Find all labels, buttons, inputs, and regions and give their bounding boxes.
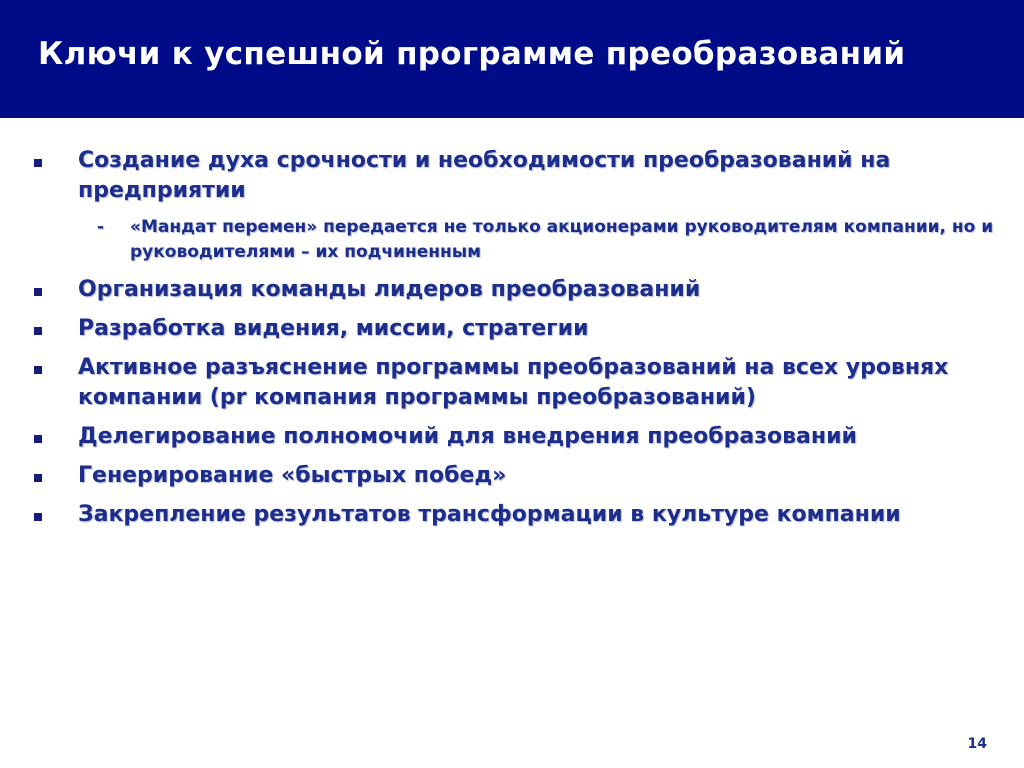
slide-title: Ключи к успешной программе преобразований bbox=[38, 36, 906, 72]
bullet-text: Создание духа срочности и необходимости преобразований на предприятии bbox=[78, 148, 891, 203]
bullet-item bbox=[34, 500, 994, 530]
bullet-text: Генерирование «быстрых побед» bbox=[78, 463, 507, 488]
dash-bullet-icon: - bbox=[97, 217, 105, 237]
square-bullet-icon bbox=[34, 435, 42, 443]
square-bullet-icon bbox=[34, 513, 42, 521]
bullet-item bbox=[34, 422, 994, 452]
square-bullet-icon bbox=[34, 159, 42, 167]
page-number: 14 bbox=[967, 736, 987, 752]
square-bullet-icon bbox=[34, 327, 42, 335]
title-bar bbox=[0, 0, 1024, 118]
bullet-item bbox=[34, 275, 994, 305]
bullet-text: Организация команды лидеров преобразований bbox=[78, 277, 701, 302]
sub-bullet-item bbox=[34, 215, 994, 265]
bullet-item bbox=[34, 314, 994, 344]
bullet-text: Закрепление результатов трансформации в культуре компании bbox=[78, 502, 901, 527]
square-bullet-icon bbox=[34, 366, 42, 374]
bullet-text: Делегирование полномочий для внедрения преобразований bbox=[78, 424, 857, 449]
square-bullet-icon bbox=[34, 288, 42, 296]
bullet-list bbox=[34, 146, 994, 539]
bullet-text: Активное разъяснение программы преобразований на всех уровнях компании (pr компания программы преобразований) bbox=[78, 355, 949, 410]
bullet-item bbox=[34, 146, 994, 206]
square-bullet-icon bbox=[34, 474, 42, 482]
sub-bullet-text: «Мандат перемен» передается не только акционерами руководителям компании, но и руководителями – их подчиненным bbox=[130, 217, 994, 262]
bullet-item bbox=[34, 353, 994, 413]
bullet-item bbox=[34, 461, 994, 491]
bullet-text: Разработка видения, миссии, стратегии bbox=[78, 316, 589, 341]
